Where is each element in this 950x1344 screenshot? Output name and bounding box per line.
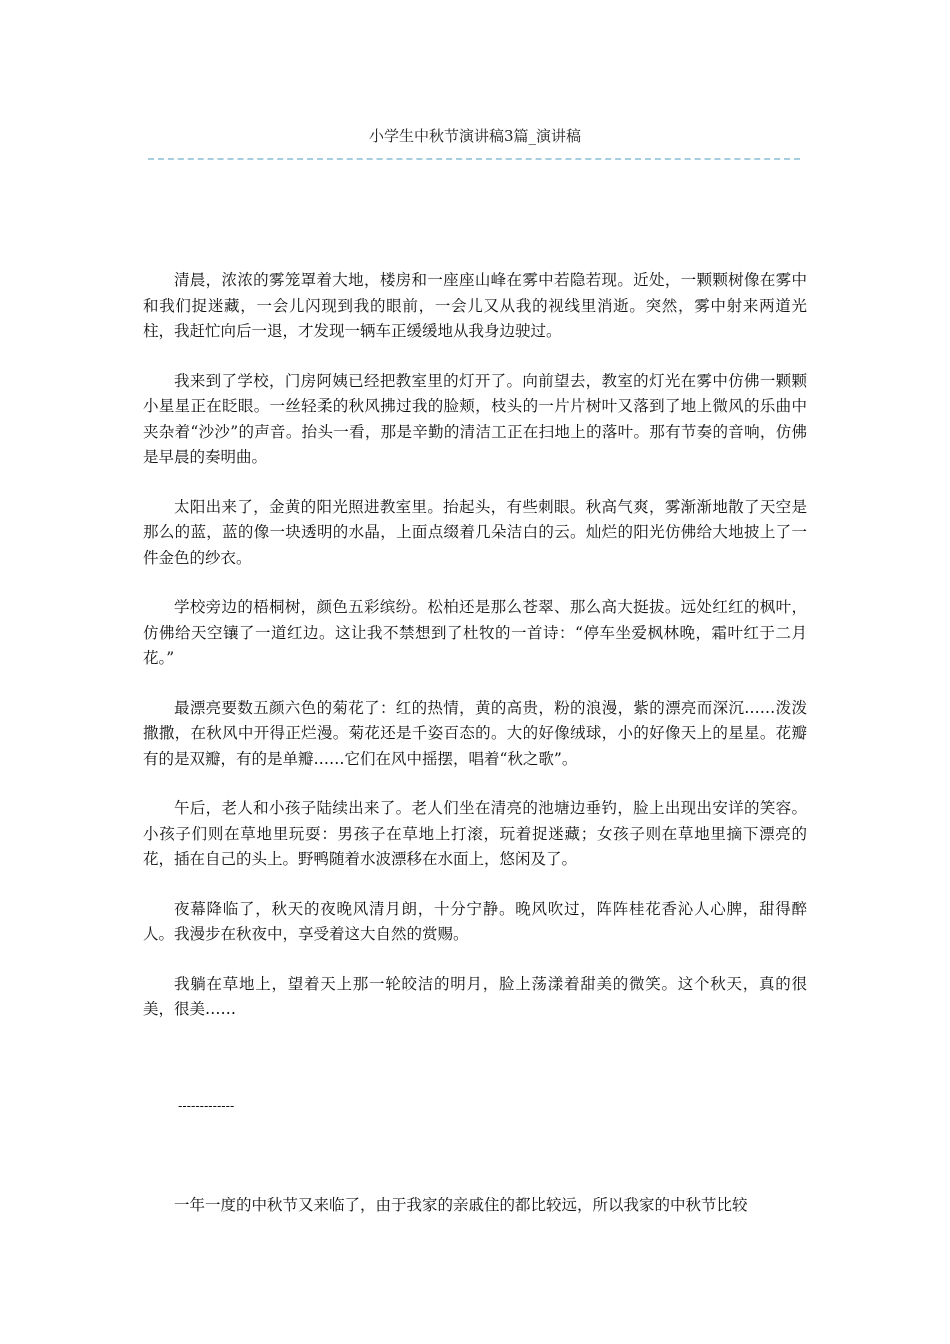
paragraph: 最漂亮要数五颜六色的菊花了：红的热情，黄的高贵，粉的浪漫，紫的漂亮而深沉……泼泼撒撒，在秋风中开得正烂漫。菊花还是千姿百态的。大的好像绒球，小的好像天上的星星。花瓣有的是双瓣，有的是单瓣……它们在风中摇摆，唱着“秋之歌”。: [143, 698, 807, 768]
section-separator: -------------: [178, 1098, 235, 1113]
paragraph: 夜幕降临了，秋天的夜晚风清月朗，十分宁静。晚风吹过，阵阵桂花香沁人心脾，甜得醉人。我漫步在秋夜中，享受着这大自然的赏赐。: [143, 899, 807, 943]
paragraph: 一年一度的中秋节又来临了，由于我家的亲戚住的都比较远，所以我家的中秋节比较: [174, 1196, 748, 1214]
article-body: [143, 268, 807, 1047]
paragraph: 清晨，浓浓的雾笼罩着大地，楼房和一座座山峰在雾中若隐若现。近处，一颗颗树像在雾中和我们捉迷藏，一会儿闪现到我的眼前，一会儿又从我的视线里消逝。突然，雾中射来两道光柱，我赶忙向后一退，才发现一辆车正缓缓地从我身边驶过。: [143, 271, 807, 340]
paragraph: 我来到了学校，门房阿姨已经把教室里的灯开了。向前望去，教室的灯光在雾中仿佛一颗颗小星星正在眨眼。一丝轻柔的秋风拂过我的脸颊，枝头的一片片树叶又落到了地上微风的乐曲中夹杂着“沙沙”的声音。抬头一看，那是辛勤的清洁工正在扫地上的落叶。那有节奏的音响，仿佛是早晨的奏明曲。: [143, 371, 807, 466]
paragraph: 午后，老人和小孩子陆续出来了。老人们坐在清亮的池塘边垂钓，脸上出现出安详的笑容。小孩子们则在草地里玩耍：男孩子在草地上打滚，玩着捉迷藏；女孩子则在草地里摘下漂亮的花，插在自己的头上。野鸭随着水波漂移在水面上，悠闲及了。: [143, 799, 807, 868]
title-divider: [148, 158, 800, 160]
paragraph: 学校旁边的梧桐树，颜色五彩缤纷。松柏还是那么苍翠、那么高大挺拔。远处红红的枫叶，仿佛给天空镶了一道红边。这让我不禁想到了杜牧的一首诗：“停车坐爱枫林晚，霜叶红于二月花。”: [143, 598, 807, 667]
page-title: 小学生中秋节演讲稿3篇_演讲稿: [368, 127, 582, 145]
paragraph: 我躺在草地上，望着天上那一轮皎洁的明月，脸上荡漾着甜美的微笑。这个秋天，真的很美，很美……: [143, 974, 807, 1018]
paragraph: 太阳出来了，金黄的阳光照进教室里。抬起头，有些刺眼。秋高气爽，雾渐渐地散了天空是那么的蓝，蓝的像一块透明的水晶，上面点缀着几朵洁白的云。灿烂的阳光仿佛给大地披上了一件金色的纱衣。: [143, 497, 807, 567]
